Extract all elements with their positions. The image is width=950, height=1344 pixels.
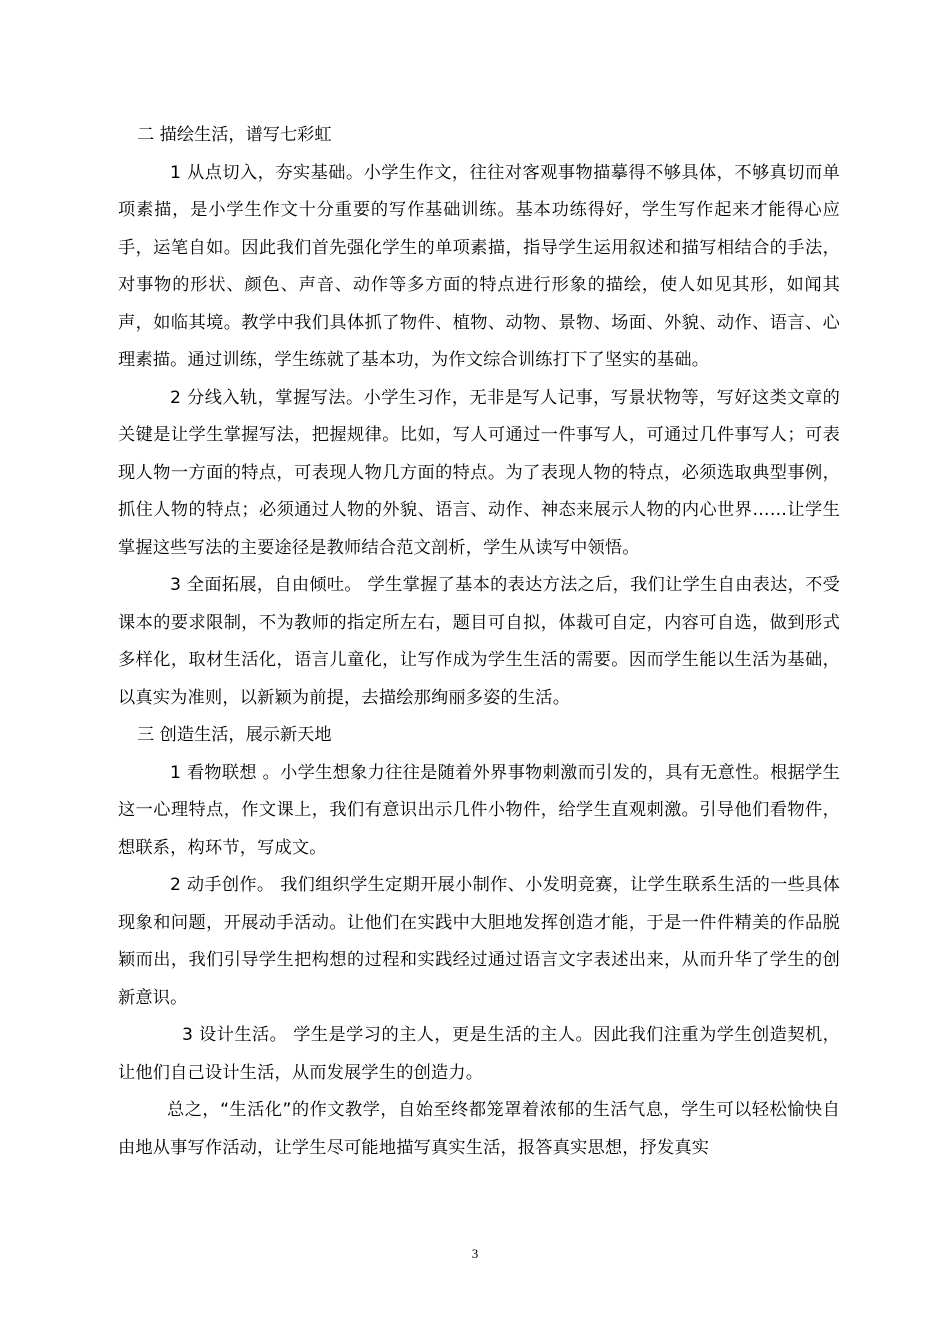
page-number: 3	[471, 1246, 479, 1261]
section-heading-3: 三 创造生活，展示新天地	[137, 725, 332, 745]
paragraph-conclusion: 总之，“生活化”的作文教学，自始至终都笼罩着浓郁的生活气息，学生可以轻松愉快自由地从事写作活动，让学生尽可能地描写真实生活，报答真实思想，抒发真实	[118, 1100, 840, 1158]
paragraph-2-2: 2 分线入轨，掌握写法。小学生习作，无非是写人记事，写景状物等，写好这类文章的关键是让学生掌握写法，把握规律。比如，写人可通过一件事写人，可通过几件事写人；可表现人物一方面的特点，可表现人物几方面的特点。为了表现人物的特点，必须选取典型事例，抓住人物的特点；必须通过人物的外貌、语言、动作、神态来展示人物的内心世界……让学生掌握这些写法的主要途径是教师结合范文剖析，学生从读写中领悟。	[118, 387, 840, 558]
paragraph-2-3: 3 全面拓展，自由倾吐。 学生掌握了基本的表达方法之后，我们让学生自由表达，不受课本的要求限制，不为教师的指定所左右，题目可自拟，体裁可自定，内容可自选，做到形式多样化，取材生活化，语言儿童化，让写作成为学生生活的需要。因而学生能以生活为基础，以真实为准则，以新颖为前提，去描绘那绚丽多姿的生活。	[118, 575, 840, 708]
paragraph-3-3: 3 设计生活。 学生是学习的主人，更是生活的主人。因此我们注重为学生创造契机，让他们自己设计生活，从而发展学生的创造力。	[118, 1025, 840, 1083]
section-heading-2: 二 描绘生活，谱写七彩虹	[137, 125, 332, 145]
paragraph-3-2: 2 动手创作。 我们组织学生定期开展小制作、小发明竞赛，让学生联系生活的一些具体现象和问题，开展动手活动。让他们在实践中大胆地发挥创造才能，于是一件件精美的作品脱颖而出，我们引导学生把构想的过程和实践经过通过语言文字表述出来，从而升华了学生的创新意识。	[118, 875, 840, 1008]
paragraph-3-1: 1 看物联想 。小学生想象力往往是随着外界事物刺激而引发的，具有无意性。根据学生这一心理特点，作文课上，我们有意识出示几件小物件，给学生直观刺激。引导他们看物件，想联系，构环节，写成文。	[118, 762, 840, 858]
document-body	[118, 117, 840, 1167]
paragraph-2-1: 1 从点切入，夯实基础。小学生作文，往往对客观事物描摹得不够具体，不够真切而单项素描，是小学生作文十分重要的写作基础训练。基本功练得好，学生写作起来才能得心应手，运笔自如。因此我们首先强化学生的单项素描，指导学生运用叙述和描写相结合的手法，对事物的形状、颜色、声音、动作等多方面的特点进行形象的描绘，使人如见其形，如闻其声，如临其境。教学中我们具体抓了物件、植物、动物、景物、场面、外貌、动作、语言、心理素描。通过训练，学生练就了基本功，为作文综合训练打下了坚实的基础。	[118, 162, 840, 370]
